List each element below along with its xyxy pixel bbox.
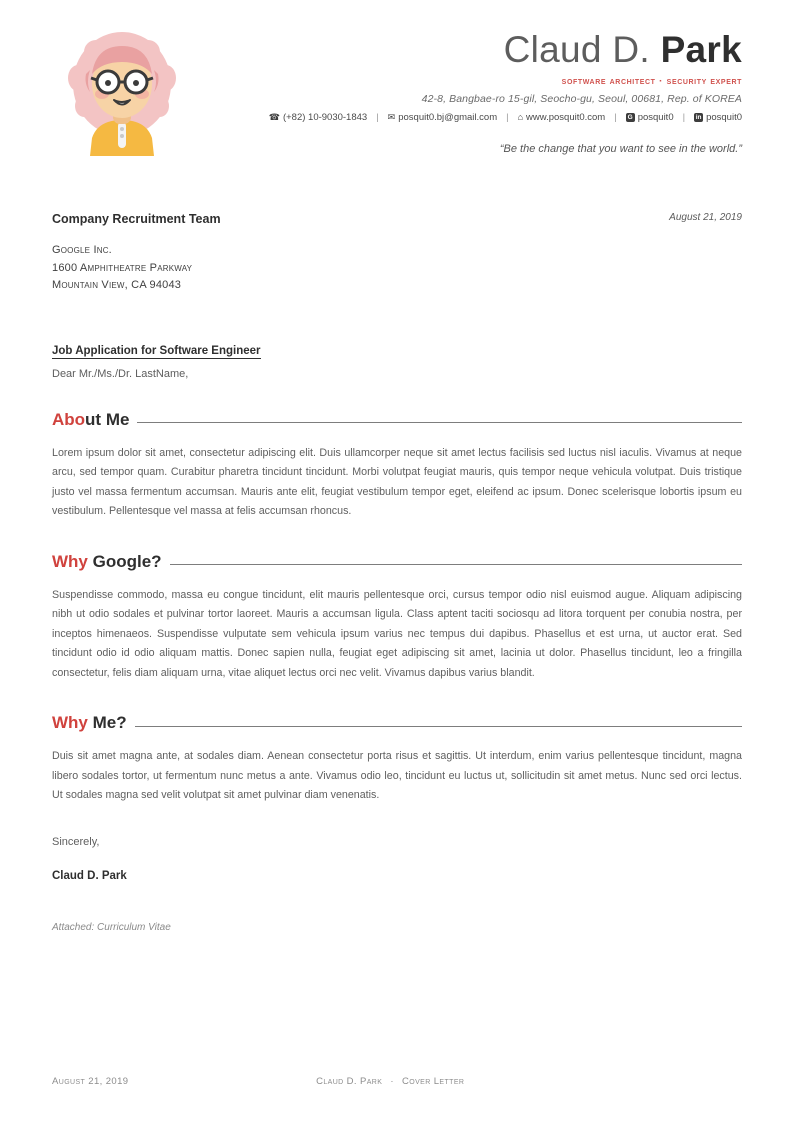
letter-header: [0, 0, 794, 160]
contact-website[interactable]: [518, 112, 606, 123]
page-title: [178, 28, 742, 72]
footer-center: [128, 1076, 652, 1087]
contact-divider: |: [614, 112, 617, 123]
avatar: [66, 26, 178, 156]
contact-email[interactable]: [388, 112, 497, 123]
section-body-why-me: Duis sit amet magna ante, at sodales diam. Aenean consectetur porta risus et sagittis. Ut interdum, enim varius pellentesque tincidunt, magna libero sodales tortor, ut fermentum nunc metus a ante. Vivamus odio leo, tincidunt eu luctus ut, sollicitudin sit amet metus. Nunc sed orci lectus. Ut sodales magna sed velit volutpat sit amet pulvinar diam venenatis.: [52, 750, 742, 801]
footer-name: Claud D. Park: [316, 1076, 383, 1087]
email-icon: ✉: [387, 112, 396, 122]
contact-row: [178, 112, 742, 123]
section-body-about-me: Lorem ipsum dolor sit amet, consectetur adipiscing elit. Duis ullamcorper neque sit amet lectus facilisis sed luctus nisl iaculis. Vivamus at neque arcu, sed tempor quam. Curabitur pharetra tincidunt tincidunt. Morbi volutpat feugiat mauris, quis tempor neque vehicula volutpat. Duis tristique justo vel massa fermentum accumsan. Mauris ante elit, feugiat vestibulum tempor eget, eleifend ac ipsum. Donec scelerisque lobortis ipsum eu vestibulum. Pellentesque vel massa at felis accumsan rhoncus.: [52, 446, 742, 517]
letter-body: [0, 210, 794, 933]
section-header-about-me: [52, 410, 742, 430]
contact-github[interactable]: [626, 112, 674, 123]
contact-divider: |: [682, 112, 686, 123]
linkedin-icon: in: [695, 114, 702, 121]
contact-linkedin-text: posquit0: [706, 112, 742, 123]
section-title-accent: Abo: [52, 409, 86, 429]
phone-icon: ☎: [268, 112, 280, 122]
last-name: Park: [660, 29, 742, 70]
address-line: 42-8, Bangbae-ro 15-gil, Seocho-gu, Seoul, 00681, Rep. of KOREA: [421, 93, 742, 105]
section-rule: [135, 726, 742, 727]
section-title: [52, 713, 127, 733]
recipient-block: [52, 210, 742, 295]
footer-date: August 21, 2019: [52, 1076, 129, 1087]
section-title-rest: Google?: [87, 551, 162, 571]
header-text-block: [178, 22, 742, 155]
header-quote: “Be the change that you want to see in the world.”: [499, 143, 742, 155]
section-header-why-google: [52, 552, 742, 572]
letter-subject: Job Application for Software Engineer: [52, 344, 261, 357]
footer-doc-type: Cover Letter: [402, 1076, 465, 1087]
subtitle-left: software architect: [561, 75, 656, 87]
contact-website-text: www.posquit0.com: [526, 112, 606, 123]
subtitle-separator: ·: [659, 75, 664, 87]
contact-phone-text: (+82) 10-9030-1843: [282, 112, 368, 123]
contact-email-text: posquit0.bj@gmail.com: [398, 112, 498, 123]
contact-github-text: posquit0: [637, 112, 674, 123]
section-title-accent: Why: [52, 551, 88, 571]
recipient-address-line: Mountain View, CA 94043: [52, 279, 182, 291]
letter-salutation: Dear Mr./Ms./Dr. LastName,: [52, 367, 189, 380]
section-title-accent: Why: [52, 713, 88, 732]
section-header-why-me: [52, 713, 742, 733]
section-title: [52, 410, 129, 430]
first-name: Claud D.: [503, 29, 650, 70]
signature-name: Claud D. Park: [52, 869, 127, 882]
page-footer: [52, 1076, 742, 1087]
github-icon: G: [627, 114, 633, 121]
letter-date: August 21, 2019: [669, 212, 742, 223]
section-rule: [137, 422, 742, 423]
subject-wrapper: [52, 295, 742, 359]
section-title-rest: Me?: [87, 713, 127, 732]
contact-linkedin[interactable]: [694, 112, 742, 123]
contact-phone: [269, 112, 367, 123]
contact-divider: |: [376, 112, 379, 123]
footer-separator: ·: [390, 1076, 394, 1087]
avatar-illustration: [66, 26, 178, 156]
subtitle-right: security expert: [666, 75, 742, 87]
attachment-note: Attached: Curriculum Vitae: [52, 921, 171, 933]
sign-off: Sincerely,: [52, 835, 100, 848]
subtitle: [178, 75, 742, 87]
home-icon: ⌂: [517, 112, 524, 122]
recipient-address-line: 1600 Amphitheatre Parkway: [52, 261, 193, 274]
section-body-why-google: Suspendisse commodo, massa eu congue tincidunt, elit mauris pellentesque orci, cursus tempor odio nisl euismod augue. Aliquam adipiscing nibh ut odio sodales et pulvinar tortor laoreet. Mauris a accumsan ligula. Class aptent taciti sociosqu ad litora torquent per conubia nostra, per inceptos himenaeos. Suspendisse vulputate sem vehicula ipsum varius nec tempus dui dapibus. Phasellus et est urna, ut auctor erat. Sed tincidunt odio id odio aliquam mattis. Donec sapien nulla, feugiat eget adipiscing sit amet, lacinia ut dolor. Phasellus tincidunt, leo a fringilla consectetur, felis diam aliquam urna, vitae aliquet lectus orci nec velit. Vivamus dapibus varius blandit.: [52, 588, 742, 679]
recipient-title: Company Recruitment Team: [52, 212, 221, 226]
recipient-address: [52, 242, 742, 295]
section-rule: [170, 564, 742, 565]
recipient-address-line: Google Inc.: [52, 244, 112, 256]
section-title-rest: ut Me: [85, 409, 130, 429]
section-title: [52, 552, 162, 572]
contact-divider: |: [506, 112, 509, 123]
